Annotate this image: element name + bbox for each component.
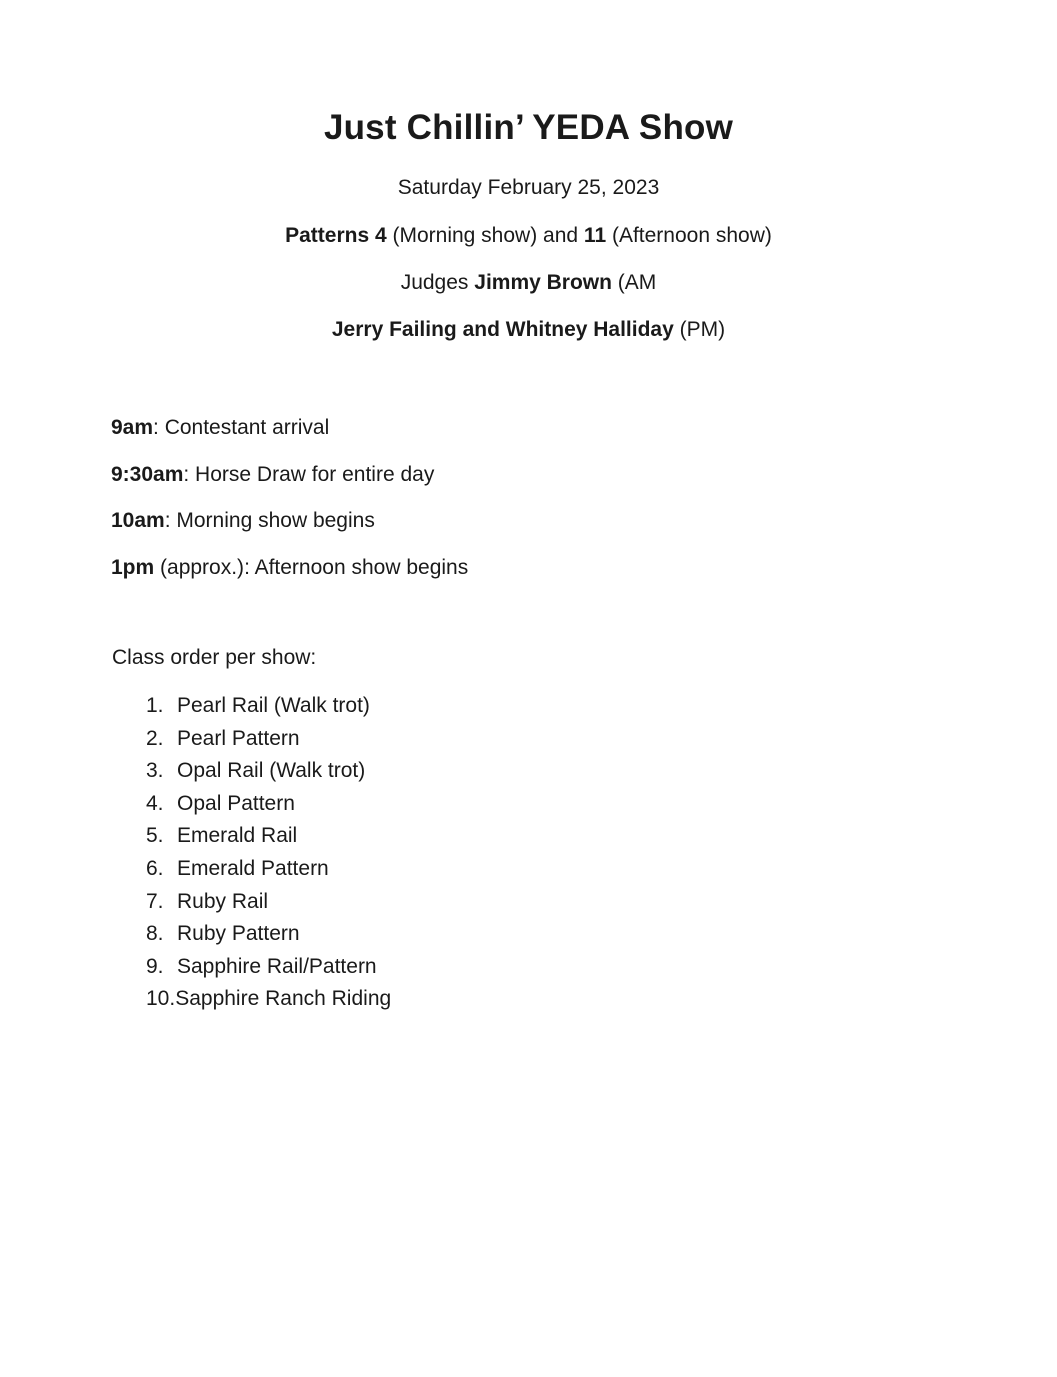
judges-pm-names: Jerry Failing and Whitney Halliday	[331, 318, 674, 341]
schedule-item	[111, 553, 468, 600]
class-number: 7.	[146, 889, 164, 913]
class-item	[146, 790, 391, 823]
class-number: 4.	[146, 791, 164, 815]
class-item	[146, 985, 391, 1018]
class-number: 1.	[146, 694, 164, 717]
schedule-item	[111, 506, 468, 553]
patterns-afternoon: (Afternoon show)	[606, 224, 772, 247]
class-order-heading: Class order per show:	[112, 646, 317, 669]
schedule-list	[111, 413, 468, 599]
class-name: Ruby Pattern	[177, 922, 300, 946]
patterns-number-afternoon: 11	[583, 224, 607, 247]
document-title: Just Chillin’ YEDA Show	[323, 108, 734, 147]
schedule-text: : Afternoon show begins	[244, 555, 469, 579]
class-number: 8.	[146, 922, 164, 946]
judges-am-suffix: (AM	[611, 271, 657, 294]
patterns-label: Patterns 4	[285, 224, 387, 247]
class-item	[146, 920, 391, 953]
class-number: 6.	[146, 856, 164, 880]
patterns-morning: (Morning show) and	[386, 224, 584, 247]
patterns-line	[0, 224, 1057, 248]
schedule-item	[111, 460, 468, 507]
class-name: Sapphire Rail/Pattern	[177, 954, 377, 978]
judge-am-name: Jimmy Brown	[474, 271, 612, 294]
class-number: 9.	[146, 954, 164, 978]
judges-prefix: Judges	[400, 271, 475, 294]
class-name: Opal Rail (Walk trot)	[177, 759, 366, 783]
class-item	[146, 692, 391, 725]
class-item	[146, 953, 391, 986]
schedule-time: 1pm	[111, 555, 155, 579]
class-number: 3.	[146, 759, 164, 783]
schedule-text: : Morning show begins	[164, 509, 375, 532]
class-item	[146, 757, 391, 790]
schedule-time: 10am	[111, 509, 165, 532]
class-name: Pearl Pattern	[177, 726, 300, 750]
schedule-item	[111, 413, 468, 460]
class-name: Emerald Rail	[177, 824, 298, 848]
schedule-time: 9am	[111, 416, 154, 439]
class-number: 2.	[146, 726, 164, 750]
class-order-list	[146, 692, 391, 1018]
schedule-extra: (approx.)	[154, 555, 245, 579]
class-name: Ruby Rail	[177, 889, 269, 913]
class-item	[146, 855, 391, 888]
class-name: Emerald Pattern	[177, 856, 329, 880]
class-name: Sapphire Ranch Riding	[175, 987, 392, 1011]
schedule-time: 9:30am	[111, 462, 184, 486]
class-item	[146, 725, 391, 758]
show-date: Saturday February 25, 2023	[397, 176, 660, 199]
class-item	[146, 822, 391, 855]
judges-pm-line	[0, 318, 1057, 342]
class-name: Pearl Rail (Walk trot)	[177, 694, 370, 717]
judges-pm-suffix: (PM)	[673, 318, 726, 341]
class-item	[146, 888, 391, 921]
schedule-text: : Horse Draw for entire day	[183, 462, 435, 486]
judges-am-line	[0, 271, 1057, 295]
schedule-text: : Contestant arrival	[153, 416, 330, 439]
class-name: Opal Pattern	[177, 791, 295, 815]
class-number: 10.	[146, 987, 176, 1011]
class-number: 5.	[146, 824, 164, 848]
